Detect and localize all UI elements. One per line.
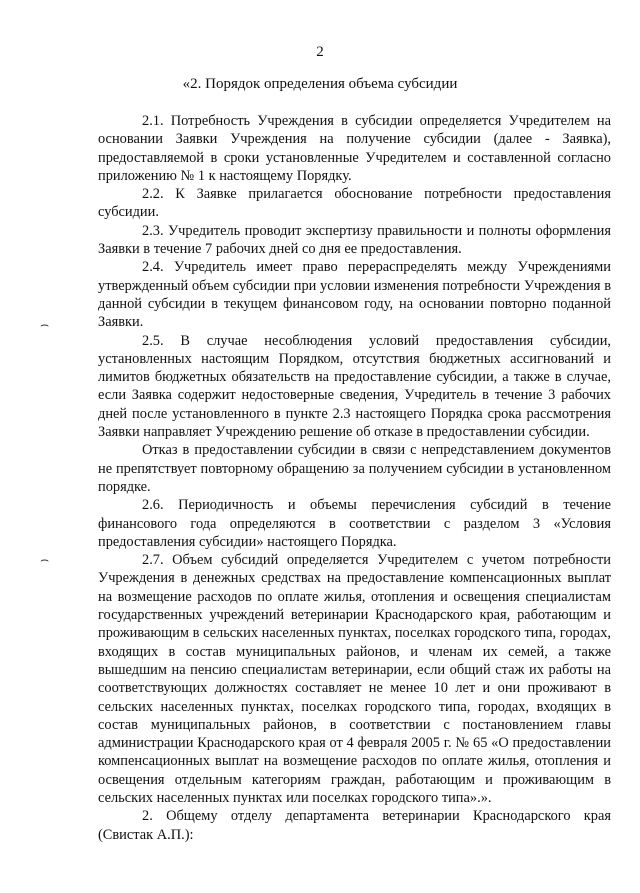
binding-hole-mark: ⌢: [40, 318, 50, 333]
binding-hole-mark: ⌢: [40, 553, 50, 568]
paragraph-2-3: 2.3. Учредитель проводит экспертизу правильности и полноты оформления Заявки в течение 7 рабочих дней со дня ее предоставления.: [98, 222, 611, 258]
page-number: 2: [316, 44, 324, 60]
paragraph-2-4: 2.4. Учредитель имеет право перераспределять между Учреждениями утвержденный объем субсидии при условии изменения потребности Учреждения в данной субсидии в текущем финансовом году, на основании повторно поданной Заявки.: [98, 259, 611, 331]
paragraph-2-1: 2.1. Потребность Учреждения в субсидии определяется Учредителем на основании Заявки Учреждения на получение субсидии (далее - Заявка), предоставляемой в сроки установленные Учредителем и составленной согласно приложению № 1 к настоящему Порядку.: [98, 113, 611, 184]
paragraph-2-7: 2.7. Объем субсидий определяется Учредителем с учетом потребности Учреждения в денежных средствах на предоставление компенсационных выплат на возмещение расходов по оплате жилья, отопления и освещения специалистам государственных учреждений ветеринарии Краснодарского края, работающим и проживающим в сельских населенных пунктах, поселках городского типа, городах, входящих в состав муниципальных районов, и членам их семей, а также вышедшим на пенсию специалистам ветеринарии, если общий стаж их работы на соответствующих должностях составляет не менее 10 лет и они проживают в сельских населенных пунктах, поселках городского типа, городах, входящих в состав муниципальных районов, в соответствии с постановлением главы администрации Краснодарского края от 4 февраля 2005 г. № 65 «О предоставлении компенсационных выплат на возмещение расходов по оплате жилья, отопления и освещения отдельным категориям граждан, работающим и проживающим в сельских населенных пунктах или поселках городского типа».».: [98, 552, 611, 806]
paragraph-2-6: 2.6. Периодичность и объемы перечисления субсидий в течение финансового года определяются в соответствии с разделом 3 «Условия предоставления субсидии» настоящего Порядка.: [98, 497, 611, 550]
paragraph-2-2: 2.2. К Заявке прилагается обоснование потребности предоставления субсидии.: [98, 186, 611, 221]
section-heading: «2. Порядок определения объема субсидии: [182, 76, 458, 92]
paragraph-2-5: 2.5. В случае несоблюдения условий предоставления субсидии, установленных настоящим Порядком, отсутствия бюджетных ассигнований и лимитов бюджетных обязательств на предоставление субсидии, а также в случае, если Заявка содержит недостоверные сведения, Учредитель в течение 3 рабочих дней после установленного в пункте 2.3 настоящего Порядка срока рассмотрения Заявки направляет Учреждению решение об отказе в предоставлении субсидии.: [98, 332, 611, 441]
paragraph-item-2: 2. Общему отделу департамента ветеринарии Краснодарского края (Свистак А.П.):: [98, 808, 611, 843]
paragraph-refusal-note: Отказ в предоставлении субсидии в связи с непредставлением документов не препятствует повторному обращению за получением субсидии в установленном порядке.: [98, 442, 611, 495]
document-body: [98, 112, 611, 844]
